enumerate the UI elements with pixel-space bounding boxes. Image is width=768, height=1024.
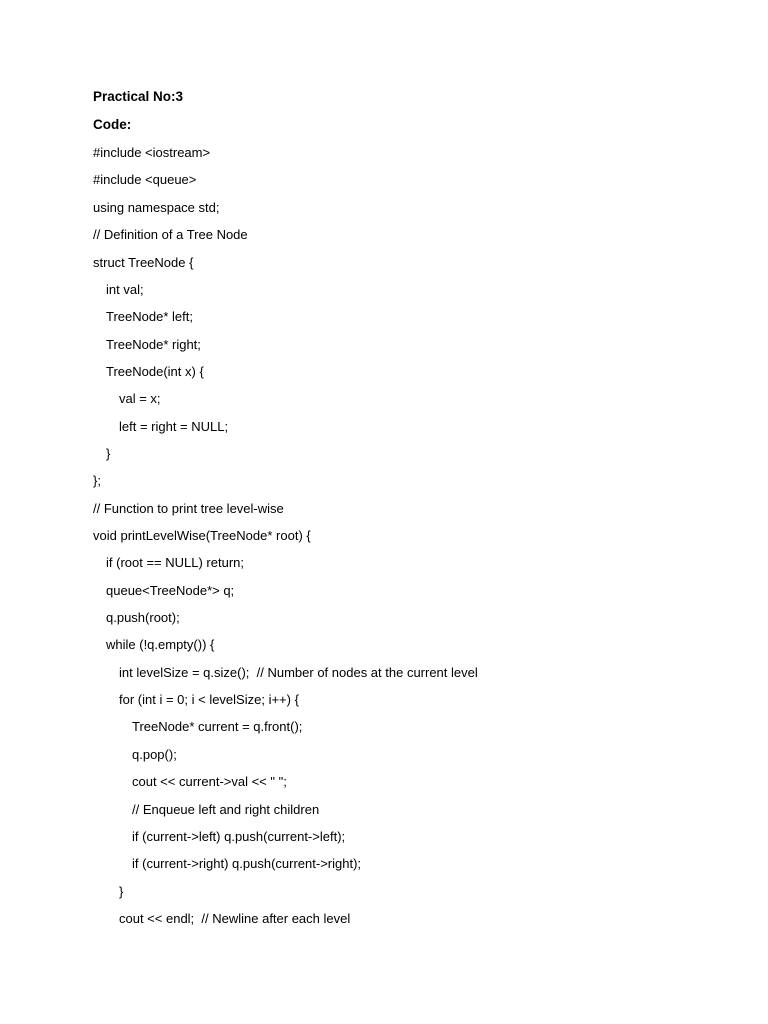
code-line: TreeNode(int x) { xyxy=(106,364,204,379)
code-line: } xyxy=(119,884,124,899)
code-line: TreeNode* right; xyxy=(106,337,201,352)
code-line: }; xyxy=(93,473,101,488)
code-line: TreeNode* current = q.front(); xyxy=(132,719,303,734)
code-line: queue<TreeNode*> q; xyxy=(106,583,235,598)
practical-title: Practical No:3 xyxy=(93,89,184,104)
code-line: #include <iostream> xyxy=(93,145,211,160)
code-label: Code: xyxy=(93,117,132,132)
code-line: q.push(root); xyxy=(106,610,180,625)
code-line: // Enqueue left and right children xyxy=(132,802,320,817)
code-line: for (int i = 0; i < levelSize; i++) { xyxy=(119,692,299,707)
code-line: cout << current->val << " "; xyxy=(132,774,287,789)
code-line: TreeNode* left; xyxy=(106,309,193,324)
code-line: } xyxy=(106,446,111,461)
code-line: int val; xyxy=(106,282,144,297)
code-line: while (!q.empty()) { xyxy=(106,637,215,652)
code-line: if (root == NULL) return; xyxy=(106,555,244,570)
code-line: // Function to print tree level-wise xyxy=(93,501,284,516)
code-line: // Definition of a Tree Node xyxy=(93,227,248,242)
code-line: cout << endl; // Newline after each level xyxy=(119,911,351,926)
code-line: val = x; xyxy=(119,391,161,406)
code-line: int levelSize = q.size(); // Number of nodes at the current level xyxy=(119,665,478,680)
code-line: void printLevelWise(TreeNode* root) { xyxy=(93,528,311,543)
code-line: using namespace std; xyxy=(93,200,220,215)
code-line: if (current->left) q.push(current->left); xyxy=(132,829,346,844)
code-line: struct TreeNode { xyxy=(93,255,194,270)
code-line: #include <queue> xyxy=(93,172,197,187)
code-line: if (current->right) q.push(current->right); xyxy=(132,856,362,871)
code-line: q.pop(); xyxy=(132,747,177,762)
code-line: left = right = NULL; xyxy=(119,419,229,434)
